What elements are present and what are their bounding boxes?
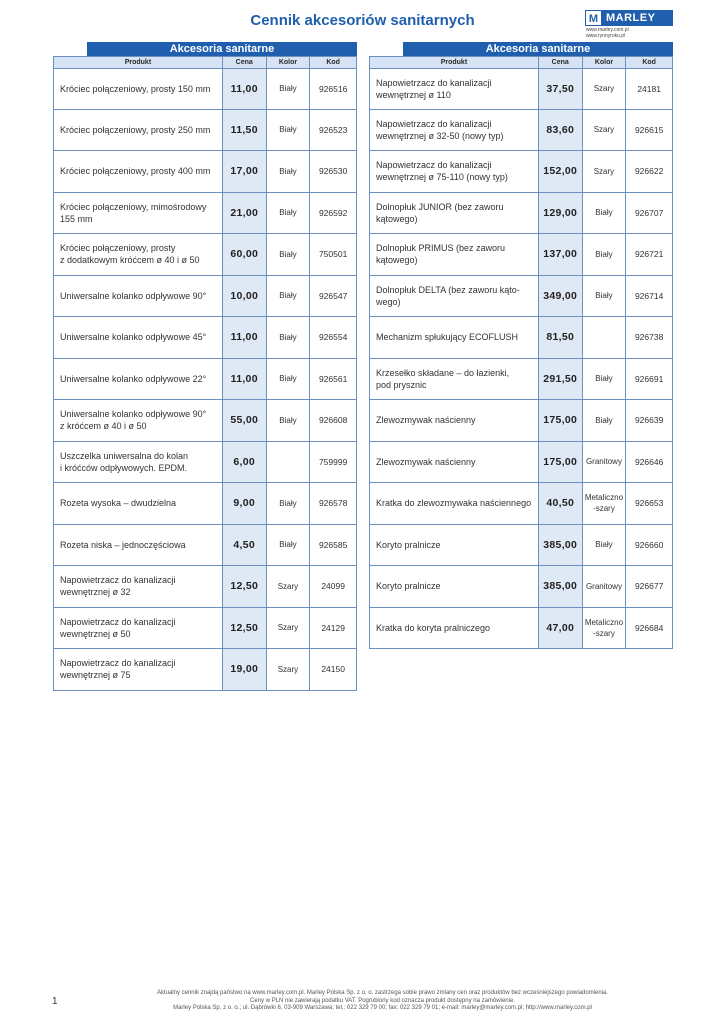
product-cell: Napowietrzacz do kanalizacji wewnętrznej ø 75	[60, 658, 176, 681]
color-cell: Biały	[266, 483, 310, 524]
price-cell: 12,50	[222, 566, 266, 607]
table-row	[369, 566, 673, 608]
price-cell: 11,00	[222, 69, 266, 109]
col-color: Kolor	[582, 57, 626, 68]
color-cell: Szary	[266, 649, 310, 690]
product-cell: Krzesełko składane – do łazienki, pod prysznic	[376, 367, 510, 390]
table-row	[53, 193, 357, 235]
code-cell: 926523	[309, 110, 356, 151]
product-cell: Dolnopłuk JUNIOR (bez zaworu kątowego)	[376, 201, 504, 224]
color-cell	[266, 442, 310, 483]
color-cell: Biały	[582, 234, 626, 275]
code-cell: 926646	[625, 442, 672, 483]
table-row	[53, 608, 357, 650]
code-cell: 926660	[625, 525, 672, 566]
color-cell: Biały	[266, 359, 310, 400]
code-cell: 759999	[309, 442, 356, 483]
price-cell: 129,00	[538, 193, 582, 234]
table-row	[53, 359, 357, 401]
price-cell: 55,00	[222, 400, 266, 441]
table-row	[369, 193, 673, 235]
product-cell: Kratka do koryta pralniczego	[376, 622, 491, 633]
col-product: Produkt	[440, 59, 468, 66]
table-row	[369, 276, 673, 318]
product-cell: Kratka do zlewozmywaka naściennego	[376, 498, 532, 509]
code-cell: 926677	[625, 566, 672, 607]
footer	[100, 990, 665, 1013]
product-cell: Uniwersalne kolanko odpływowe 90°	[60, 290, 207, 301]
color-cell: Metaliczno -szary	[582, 483, 626, 524]
price-cell: 40,50	[538, 483, 582, 524]
color-cell: Biały	[266, 69, 310, 109]
left-price-table	[53, 42, 357, 691]
product-cell: Króciec połączeniowy, prosty z dodatkowym króćcem ø 40 i ø 50	[60, 243, 200, 266]
price-cell: 349,00	[538, 276, 582, 317]
product-cell: Napowietrzacz do kanalizacji wewnętrznej ø 110	[376, 77, 492, 100]
price-cell: 11,50	[222, 110, 266, 151]
col-color: Kolor	[266, 57, 310, 68]
price-cell: 9,00	[222, 483, 266, 524]
right-column-header	[369, 56, 673, 68]
color-cell: Biały	[266, 525, 310, 566]
price-cell: 81,50	[538, 317, 582, 358]
code-cell: 926516	[309, 69, 356, 109]
code-cell: 926639	[625, 400, 672, 441]
price-cell: 175,00	[538, 400, 582, 441]
code-cell: 24129	[309, 608, 356, 649]
logo-url-2[interactable]: www.rynnyroku.pl	[586, 33, 626, 39]
code-cell: 926684	[625, 608, 672, 649]
color-cell: Biały	[266, 193, 310, 234]
product-cell: Napowietrzacz do kanalizacji wewnętrznej ø 32-50 (nowy typ)	[376, 118, 504, 141]
table-row	[369, 359, 673, 401]
marley-logo	[585, 10, 675, 40]
code-cell: 926721	[625, 234, 672, 275]
product-cell: Zlewozmywak naścienny	[376, 456, 476, 467]
right-price-table	[369, 42, 673, 649]
col-product: Produkt	[124, 59, 152, 66]
table-row	[53, 276, 357, 318]
price-cell: 60,00	[222, 234, 266, 275]
logo-box	[585, 10, 673, 26]
color-cell: Biały	[266, 234, 310, 275]
table-row	[369, 151, 673, 193]
code-cell: 926738	[625, 317, 672, 358]
color-cell	[582, 317, 626, 358]
code-cell: 926608	[309, 400, 356, 441]
product-cell: Rozeta wysoka – dwudzielna	[60, 498, 177, 509]
code-cell: 926707	[625, 193, 672, 234]
product-cell: Uniwersalne kolanko odpływowe 22°	[60, 373, 207, 384]
code-cell: 926615	[625, 110, 672, 151]
price-cell: 19,00	[222, 649, 266, 690]
code-cell: 926585	[309, 525, 356, 566]
price-cell: 17,00	[222, 151, 266, 192]
color-cell: Granitowy	[582, 442, 626, 483]
price-cell: 11,00	[222, 317, 266, 358]
price-cell: 12,50	[222, 608, 266, 649]
table-row	[53, 151, 357, 193]
code-cell: 926622	[625, 151, 672, 192]
color-cell: Szary	[582, 110, 626, 151]
color-cell: Biały	[582, 359, 626, 400]
footer-line-1: Aktualny cennik znajdą państwo na www.marley.com.pl. Marley Polska Sp. z o. o. zastrzega sobie prawo zmiany cen oraz produktów bez wcześniejszego powiadomienia.	[156, 990, 609, 996]
color-cell: Szary	[266, 566, 310, 607]
product-cell: Dolnopłuk DELTA (bez zaworu kąto- wego)	[376, 284, 520, 307]
price-cell: 4,50	[222, 525, 266, 566]
color-cell: Biały	[266, 151, 310, 192]
table-row	[53, 649, 357, 691]
price-cell: 10,00	[222, 276, 266, 317]
product-cell: Króciec połączeniowy, prosty 400 mm	[60, 166, 211, 177]
product-cell: Mechanizm spłukujący ECOFLUSH	[376, 332, 519, 343]
table-row	[53, 442, 357, 484]
code-cell: 750501	[309, 234, 356, 275]
table-row	[369, 317, 673, 359]
price-cell: 11,00	[222, 359, 266, 400]
table-row	[369, 442, 673, 484]
code-cell: 24181	[625, 69, 672, 109]
code-cell: 926561	[309, 359, 356, 400]
product-cell: Króciec połączeniowy, prosty 250 mm	[60, 124, 211, 135]
product-cell: Króciec połączeniowy, prosty 150 mm	[60, 83, 211, 94]
product-cell: Uniwersalne kolanko odpływowe 45°	[60, 332, 207, 343]
product-cell: Napowietrzacz do kanalizacji wewnętrznej ø 50	[60, 616, 176, 639]
page-number: 1	[52, 996, 58, 1007]
price-cell: 37,50	[538, 69, 582, 109]
code-cell: 926691	[625, 359, 672, 400]
price-cell: 21,00	[222, 193, 266, 234]
price-cell: 385,00	[538, 566, 582, 607]
col-price: Cena	[222, 57, 266, 68]
price-cell: 385,00	[538, 525, 582, 566]
product-cell: Napowietrzacz do kanalizacji wewnętrznej ø 75-110 (nowy typ)	[376, 160, 508, 183]
marley-logo-icon: M	[585, 10, 602, 26]
table-row	[53, 68, 357, 110]
table-row	[369, 68, 673, 110]
product-cell: Zlewozmywak naścienny	[376, 415, 476, 426]
code-cell: 926547	[309, 276, 356, 317]
table-row	[369, 234, 673, 276]
color-cell: Szary	[582, 151, 626, 192]
product-cell: Uszczelka uniwersalna do kolan i króćców odpływowych. EPDM.	[60, 450, 189, 473]
color-cell: Biały	[582, 193, 626, 234]
color-cell: Biały	[266, 110, 310, 151]
table-row	[369, 400, 673, 442]
product-cell: Dolnopłuk PRIMUS (bez zaworu kątowego)	[376, 243, 506, 266]
product-cell: Uniwersalne kolanko odpływowe 90° z króćcem ø 40 i ø 50	[60, 409, 207, 432]
color-cell: Biały	[582, 525, 626, 566]
table-row	[369, 525, 673, 567]
code-cell: 926578	[309, 483, 356, 524]
table-row	[53, 525, 357, 567]
table-row	[53, 110, 357, 152]
color-cell: Biały	[266, 276, 310, 317]
left-table-heading: Akcesoria sanitarne	[87, 42, 357, 56]
logo-brand: MARLEY	[606, 12, 656, 24]
table-row	[369, 483, 673, 525]
code-cell: 926592	[309, 193, 356, 234]
footer-line-3: Marley Polska Sp. z o. o.; ul. Dąbrówki 6, 03-909 Warszawa; tel.: 022 329 79 00; fax: 022 329 79 01; e-mail: marley@marley.com.pl; http://www.marley.com.pl	[173, 1005, 592, 1011]
footer-line-2: Ceny w PLN nie zawierają podatku VAT. Pogrubiony kod oznacza produkt dostępny na zamówienie.	[250, 997, 515, 1004]
code-cell: 24099	[309, 566, 356, 607]
code-cell: 926714	[625, 276, 672, 317]
color-cell: Biały	[266, 317, 310, 358]
product-cell: Napowietrzacz do kanalizacji wewnętrznej ø 32	[60, 575, 176, 598]
price-cell: 175,00	[538, 442, 582, 483]
product-cell: Koryto pralnicze	[376, 539, 441, 550]
table-row	[369, 608, 673, 650]
table-row	[53, 317, 357, 359]
right-table-heading: Akcesoria sanitarne	[403, 42, 673, 56]
right-table-rows	[369, 68, 673, 649]
code-cell: 926554	[309, 317, 356, 358]
color-cell: Biały	[582, 276, 626, 317]
code-cell: 926530	[309, 151, 356, 192]
table-row	[53, 400, 357, 442]
color-cell: Biały	[266, 400, 310, 441]
price-cell: 83,60	[538, 110, 582, 151]
color-cell: Szary	[582, 69, 626, 109]
color-cell: Granitowy	[582, 566, 626, 607]
code-cell: 24150	[309, 649, 356, 690]
col-price: Cena	[538, 57, 582, 68]
table-row	[53, 483, 357, 525]
left-column-header	[53, 56, 357, 68]
price-cell: 137,00	[538, 234, 582, 275]
page-title: Cennik akcesoriów sanitarnych	[250, 12, 475, 29]
price-cell: 6,00	[222, 442, 266, 483]
price-cell: 291,50	[538, 359, 582, 400]
color-cell: Metaliczno -szary	[582, 608, 626, 649]
table-row	[53, 234, 357, 276]
table-row	[53, 566, 357, 608]
col-code: Kod	[625, 57, 672, 68]
price-cell: 152,00	[538, 151, 582, 192]
table-row	[369, 110, 673, 152]
logo-url-1[interactable]: www.marley.com.pl	[586, 27, 629, 33]
product-cell: Rozeta niska – jednoczęściowa	[60, 539, 186, 550]
left-table-rows	[53, 68, 357, 691]
color-cell: Biały	[582, 400, 626, 441]
col-code: Kod	[309, 57, 356, 68]
product-cell: Koryto pralnicze	[376, 581, 441, 592]
product-cell: Króciec połączeniowy, mimośrodowy 155 mm	[60, 201, 207, 224]
code-cell: 926653	[625, 483, 672, 524]
color-cell: Szary	[266, 608, 310, 649]
price-cell: 47,00	[538, 608, 582, 649]
